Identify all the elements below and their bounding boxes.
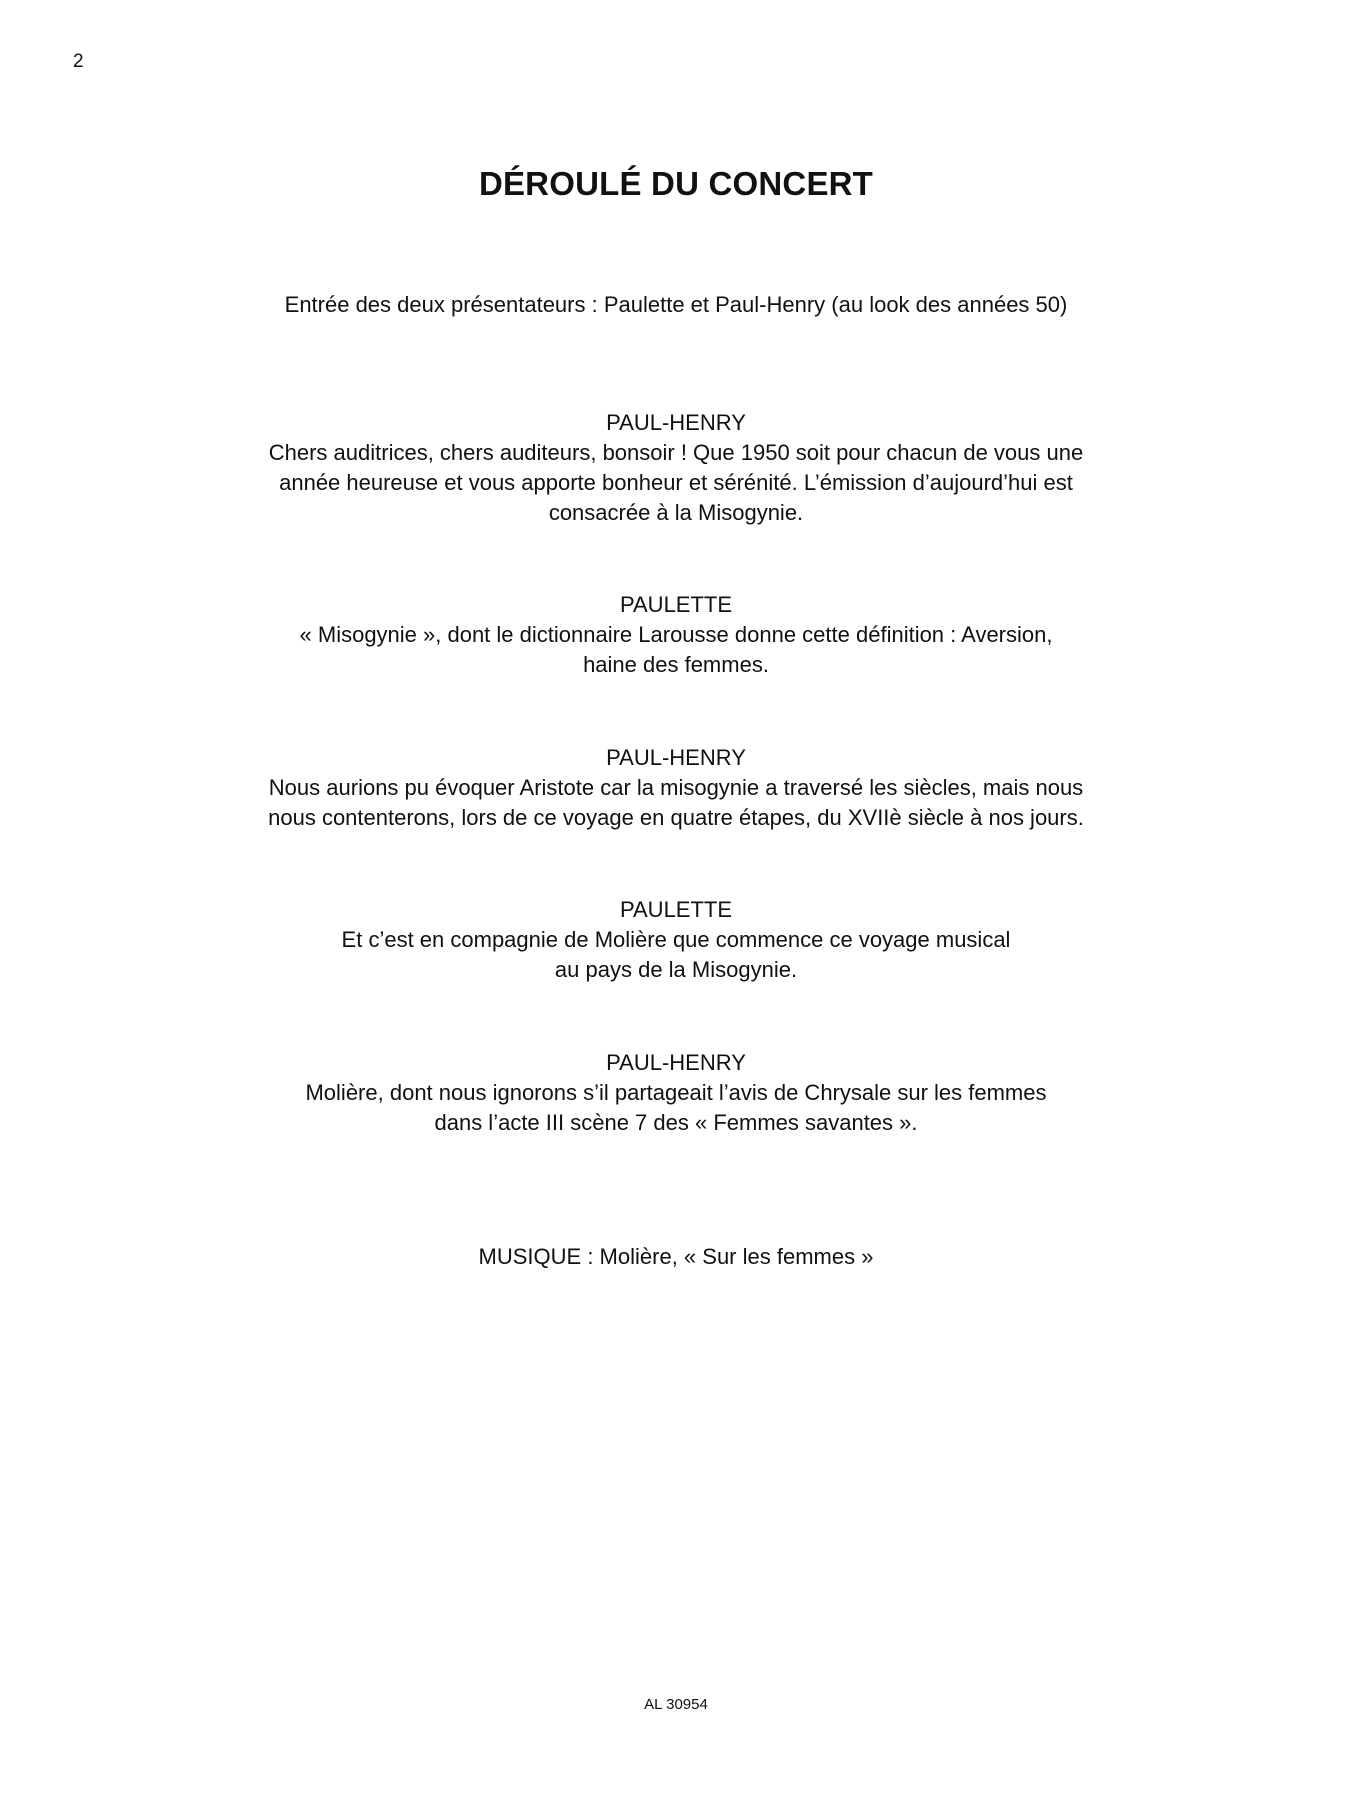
speaker-name: PAUL-HENRY	[606, 1050, 746, 1075]
dialogue-line: « Misogynie », dont le dictionnaire Larousse donne cette définition : Aversion,	[299, 622, 1053, 647]
intro-text: Entrée des deux présentateurs : Paulette et Paul-Henry (au look des années 50)	[284, 292, 1068, 317]
dialogue-line: Chers auditrices, chers auditeurs, bonsoir ! Que 1950 soit pour chacun de vous une	[268, 440, 1084, 465]
catalog-code: AL 30954	[644, 1696, 708, 1713]
dialogue-block-3	[0, 743, 1352, 833]
intro-stage-direction	[0, 290, 1352, 320]
music-cue	[0, 1242, 1352, 1272]
dialogue-line: Molière, dont nous ignorons s’il partageait l’avis de Chrysale sur les femmes	[305, 1080, 1047, 1105]
dialogue-block-2	[0, 590, 1352, 680]
dialogue-line: haine des femmes.	[583, 652, 769, 677]
dialogue-line: nous contenterons, lors de ce voyage en quatre étapes, du XVIIè siècle à nos jours.	[268, 805, 1084, 830]
speaker-name: PAULETTE	[619, 897, 733, 922]
speaker-name: PAUL-HENRY	[606, 410, 746, 435]
dialogue-block-5	[0, 1048, 1352, 1138]
speaker-name: PAUL-HENRY	[606, 745, 746, 770]
dialogue-line: Et c’est en compagnie de Molière que commence ce voyage musical	[341, 927, 1011, 952]
page-title: DÉROULÉ DU CONCERT	[478, 165, 874, 202]
dialogue-line: au pays de la Misogynie.	[554, 957, 798, 982]
page-number: 2	[73, 51, 84, 72]
dialogue-line: Nous aurions pu évoquer Aristote car la misogynie a traversé les siècles, mais nous	[268, 775, 1084, 800]
dialogue-block-4	[0, 895, 1352, 985]
dialogue-line: consacrée à la Misogynie.	[548, 500, 804, 525]
music-cue-text: MUSIQUE : Molière, « Sur les femmes »	[478, 1244, 874, 1269]
dialogue-block-1	[0, 408, 1352, 528]
speaker-name: PAULETTE	[619, 592, 733, 617]
dialogue-line: année heureuse et vous apporte bonheur et sérénité. L’émission d’aujourd’hui est	[279, 470, 1073, 495]
dialogue-line: dans l’acte III scène 7 des « Femmes savantes ».	[434, 1110, 918, 1135]
